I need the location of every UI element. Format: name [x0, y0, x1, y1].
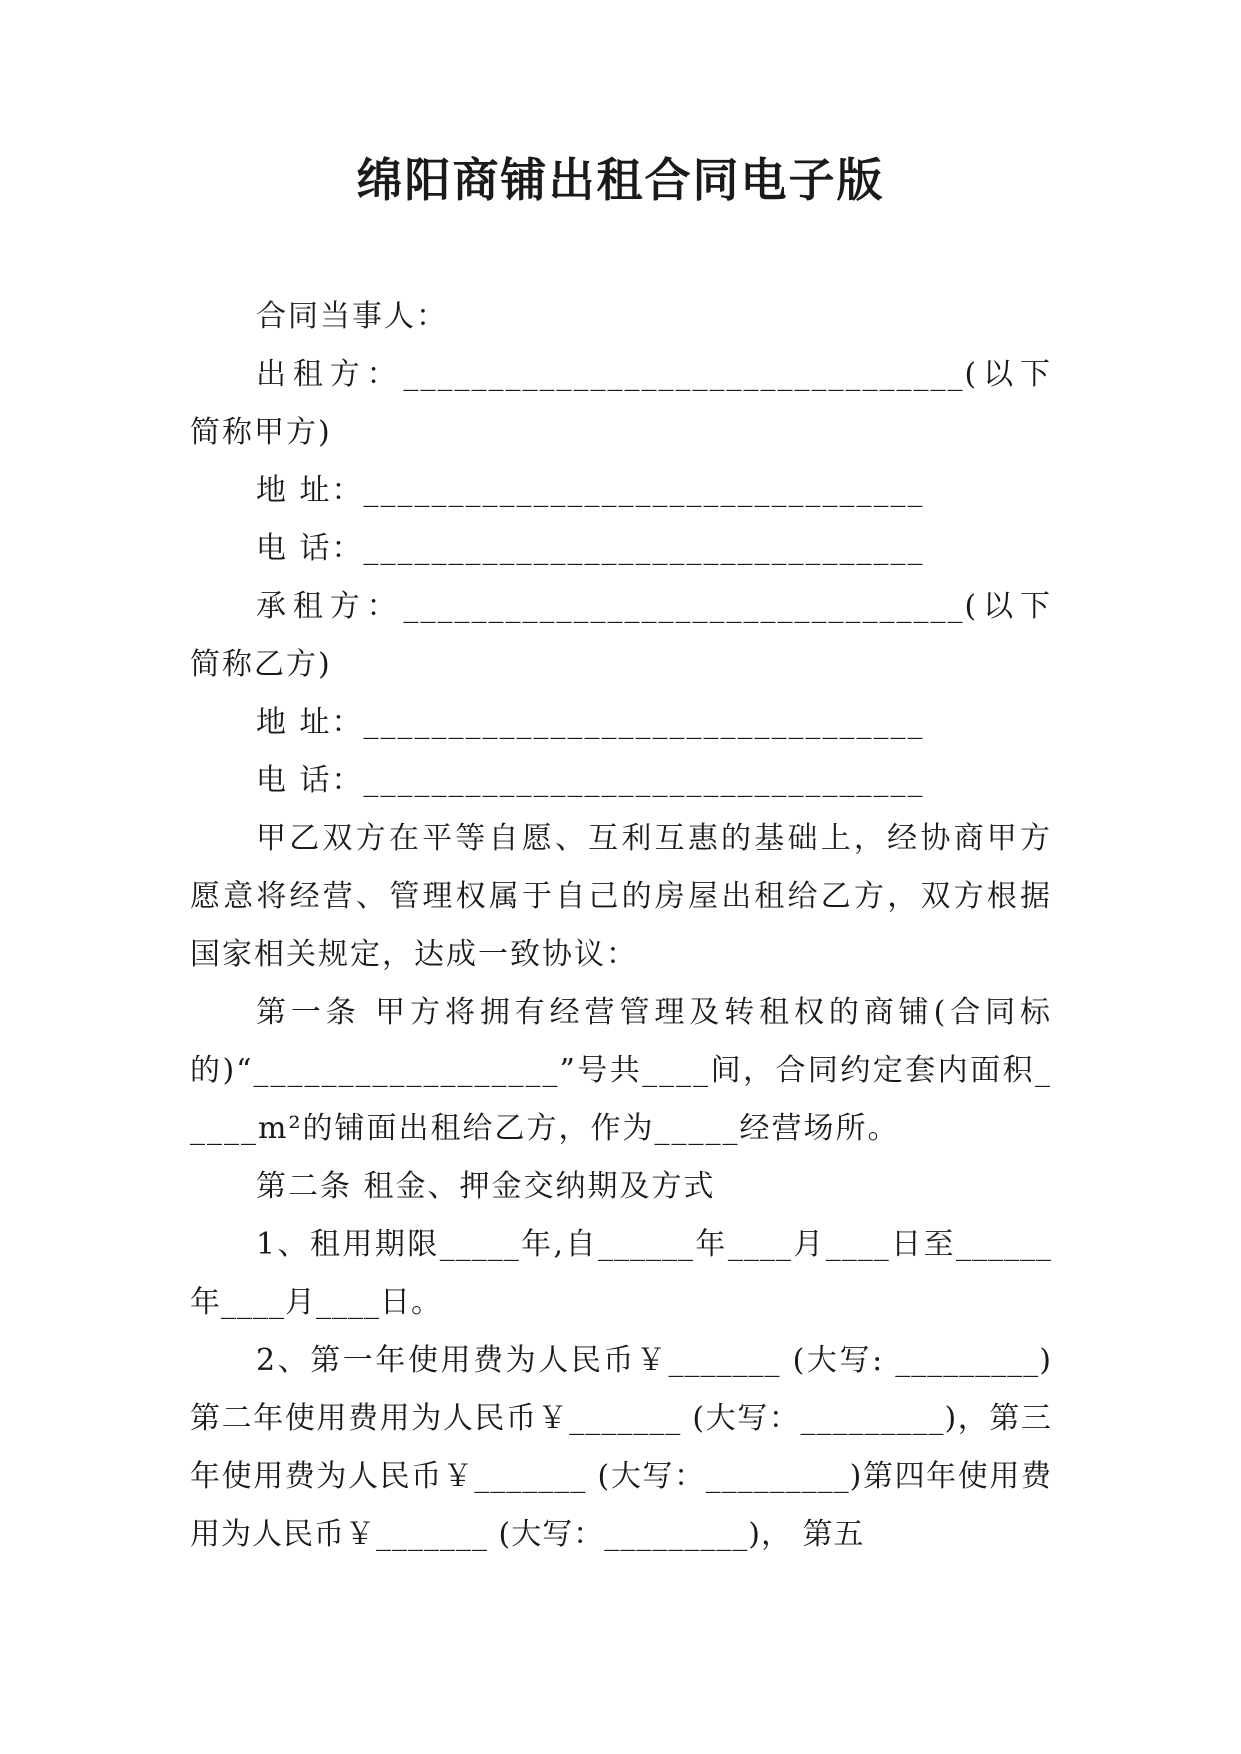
paragraph-lessee-phone: 电 话：_________________________________	[256, 763, 925, 798]
paragraph-parties-heading: 合同当事人：	[256, 299, 448, 334]
paragraph-lessee: 承租方：_________________________________(以下简称乙方)	[190, 589, 1052, 682]
paragraph-article-1: 第一条 甲方将拥有经营管理及转租权的商铺(合同标的)“__________________”号共____间，合同约定套内面积_____m²的铺面出租给乙方，作为_____经营场所。	[190, 995, 1052, 1146]
document-body	[190, 288, 1052, 1564]
paragraph-lessor: 出租方：_________________________________(以下简称甲方)	[190, 357, 1052, 450]
paragraph-article-2-heading: 第二条 租金、押金交纳期及方式	[256, 1169, 716, 1204]
document-title: 绵阳商铺出租合同电子版	[356, 153, 885, 207]
paragraph-lessor-address: 地 址：_________________________________	[256, 473, 925, 508]
paragraph-annual-fees: 2、第一年使用费为人民币￥_______ (大写: _________)第二年使用费用为人民币￥_______ (大写：_________)，第三年使用费为人民币￥_______ (大写：_________)第四年使用费用为人民币￥_______ (大写：_________)， 第五	[190, 1343, 1052, 1552]
paragraph-lessee-address: 地 址：_________________________________	[256, 705, 925, 740]
paragraph-agreement-intro: 甲乙双方在平等自愿、互利互惠的基础上，经协商甲方愿意将经营、管理权属于自己的房屋出租给乙方，双方根据国家相关规定，达成一致协议：	[190, 821, 1052, 972]
paragraph-lease-term: 1、租用期限_____年,自______年____月____日至______年____月____日。	[190, 1227, 1052, 1320]
paragraph-lessor-phone: 电 话：_________________________________	[256, 531, 925, 566]
